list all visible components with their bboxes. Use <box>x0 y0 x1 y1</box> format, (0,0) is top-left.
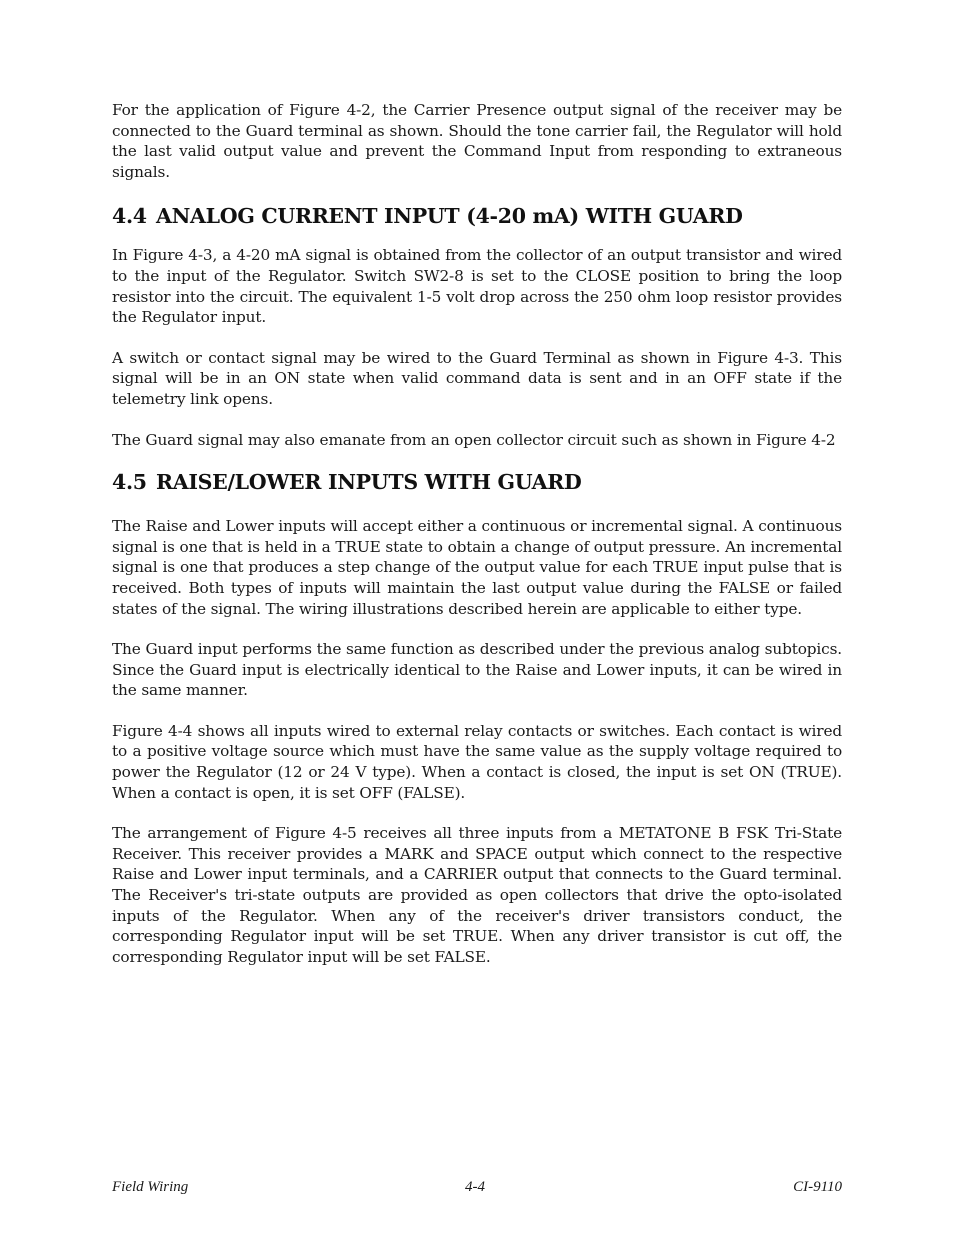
paragraph-guard-open-collector: The Guard signal may also emanate from an open collector circuit such as shown in Figure 4-2 <box>112 430 836 449</box>
section-heading-4-5 <box>112 469 842 495</box>
page-footer <box>112 1179 842 1199</box>
paragraph-carrier-presence: For the application of Figure 4-2, the Carrier Presence output signal of the receiver may be connected to the Guard terminal as shown. Should the tone carrier fail, the Regulator will hold the last valid output value and prevent the Command Input from responding to extraneous signals. <box>112 101 842 181</box>
paragraph-guard-terminal: A switch or contact signal may be wired to the Guard Terminal as shown in Figure 4-3. This signal will be in an ON state when valid command data is sent and in an OFF state if the telemetry link opens. <box>112 348 842 408</box>
footer-section-name: Field Wiring <box>112 1179 189 1195</box>
paragraph-figure-4-5: The arrangement of Figure 4-5 receives all three inputs from a METATONE B FSK Tri-State Receiver. This receiver provides a MARK and SPACE output which connect to the respective Raise and Lower input terminals, and a CARRIER output that connects to the Guard terminal. The Receiver's tri-state outputs are provided as open collectors that drive the opto-isolated inputs of the Regulator. When any of the receiver's driver transistors conduct, the corresponding Regulator input will be set TRUE. When any driver transistor is cut off, the corresponding Regulator input will be set FALSE. <box>112 824 842 966</box>
paragraph-raise-lower-inputs: The Raise and Lower inputs will accept either a continuous or incremental signal. A continuous signal is one that is held in a TRUE state to obtain a change of output pressure. An incremental signal is one that produces a step change of the output value for each TRUE input pulse that is received. Both types of inputs will maintain the last output value during the FALSE or failed states of the signal. The wiring illustrations described herein are applicable to either type. <box>112 517 842 618</box>
footer-document-id: CI-9110 <box>793 1179 842 1195</box>
section-title: ANALOG CURRENT INPUT (4-20 mA) WITH GUARD <box>156 204 743 229</box>
section-title: RAISE/LOWER INPUTS WITH GUARD <box>156 470 582 495</box>
paragraph-figure-4-4: Figure 4-4 shows all inputs wired to external relay contacts or switches. Each contact is wired to a positive voltage source which must have the same value as the supply voltage required to power the Regulator (12 or 24 V type). When a contact is closed, the input is set ON (TRUE). When a contact is open, it is set OFF (FALSE). <box>112 721 842 802</box>
section-number: 4.4 <box>112 204 147 229</box>
section-heading-4-4 <box>112 203 842 229</box>
section-number: 4.5 <box>112 470 147 495</box>
paragraph-guard-input: The Guard input performs the same function as described under the previous analog subtopics. Since the Guard input is electrically identical to the Raise and Lower inputs, it can be wired in the same manner. <box>112 640 842 700</box>
footer-page-number: 4-4 <box>465 1179 485 1195</box>
document-page <box>112 100 842 967</box>
paragraph-4-20ma-signal: In Figure 4-3, a 4-20 mA signal is obtained from the collector of an output transistor and wired to the input of the Regulator. Switch SW2-8 is set to the CLOSE position to bring the loop resistor into the circuit. The equivalent 1-5 volt drop across the 250 ohm loop resistor provides the Regulator input. <box>112 246 842 327</box>
